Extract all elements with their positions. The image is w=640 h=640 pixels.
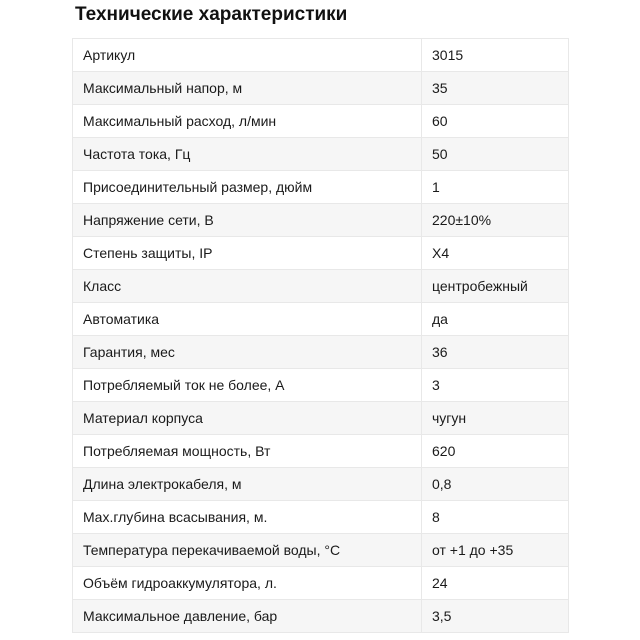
spec-value-cell: 1 [422, 171, 569, 204]
spec-value-cell: 3015 [422, 39, 569, 72]
spec-value-cell: от +1 до +35 [422, 534, 569, 567]
spec-name-cell: Длина электрокабеля, м [73, 468, 422, 501]
table-row [73, 567, 569, 600]
page-title: Технические характеристики [75, 4, 348, 25]
spec-value-cell: 620 [422, 435, 569, 468]
spec-name-cell: Частота тока, Гц [73, 138, 422, 171]
table-row [73, 435, 569, 468]
spec-name-cell: Потребляемый ток не более, А [73, 369, 422, 402]
specs-table [72, 38, 569, 633]
table-row [73, 600, 569, 633]
spec-name-cell: Температура перекачиваемой воды, °С [73, 534, 422, 567]
spec-value-cell: 24 [422, 567, 569, 600]
spec-name-cell: Объём гидроаккумулятора, л. [73, 567, 422, 600]
spec-name-cell: Максимальный расход, л/мин [73, 105, 422, 138]
spec-value-cell: 3,5 [422, 600, 569, 633]
table-row [73, 105, 569, 138]
table-row [73, 468, 569, 501]
table-row [73, 501, 569, 534]
spec-value-cell: 35 [422, 72, 569, 105]
spec-name-cell: Автоматика [73, 303, 422, 336]
spec-name-cell: Присоединительный размер, дюйм [73, 171, 422, 204]
spec-value-cell: 0,8 [422, 468, 569, 501]
spec-name-cell: Класс [73, 270, 422, 303]
table-row [73, 336, 569, 369]
table-row [73, 39, 569, 72]
table-row [73, 138, 569, 171]
spec-value-cell: 8 [422, 501, 569, 534]
spec-name-cell: Максимальное давление, бар [73, 600, 422, 633]
table-row [73, 534, 569, 567]
spec-value-cell: X4 [422, 237, 569, 270]
spec-value-cell: 3 [422, 369, 569, 402]
specs-table-body [73, 39, 569, 633]
spec-value-cell: 36 [422, 336, 569, 369]
table-row [73, 270, 569, 303]
spec-name-cell: Напряжение сети, В [73, 204, 422, 237]
table-row [73, 402, 569, 435]
table-row [73, 72, 569, 105]
spec-name-cell: Максимальный напор, м [73, 72, 422, 105]
table-row [73, 171, 569, 204]
spec-name-cell: Потребляемая мощность, Вт [73, 435, 422, 468]
spec-value-cell: чугун [422, 402, 569, 435]
spec-value-cell: 220±10% [422, 204, 569, 237]
spec-name-cell: Гарантия, мес [73, 336, 422, 369]
spec-name-cell: Артикул [73, 39, 422, 72]
spec-value-cell: 50 [422, 138, 569, 171]
spec-value-cell: центробежный [422, 270, 569, 303]
table-row [73, 204, 569, 237]
spec-value-cell: да [422, 303, 569, 336]
table-row [73, 237, 569, 270]
spec-value-cell: 60 [422, 105, 569, 138]
table-row [73, 369, 569, 402]
spec-name-cell: Материал корпуса [73, 402, 422, 435]
spec-name-cell: Max.глубина всасывания, м. [73, 501, 422, 534]
table-row [73, 303, 569, 336]
spec-name-cell: Степень защиты, IP [73, 237, 422, 270]
